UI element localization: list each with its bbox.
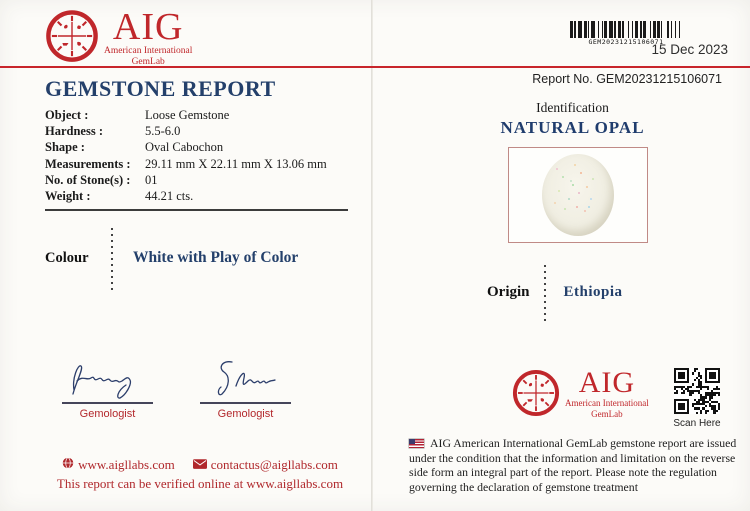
origin-section (487, 262, 623, 322)
scan-here-label: Scan Here (673, 418, 721, 429)
aig-acronym: AIG (112, 6, 184, 48)
disclaimer-text: AIG American International GemLab gemstone report are issued under the condition that the information and limitation on the reverse side form an integral part of the report. Please note the regulation governing the declaration of gemstone treatment (409, 436, 737, 494)
aig-subtitle-line2: GemLab (591, 408, 623, 419)
field-label: Object : (45, 108, 89, 122)
aig-subtitle-line1: American International (104, 46, 193, 56)
signature-line (62, 402, 153, 404)
signature-block-1 (60, 356, 155, 420)
field-row (45, 107, 355, 123)
colour-section (45, 226, 298, 290)
aig-emblem-icon (511, 368, 561, 418)
origin-value: Ethiopia (563, 283, 623, 300)
barcode-bars (570, 21, 682, 38)
field-label: Measurements : (45, 156, 131, 171)
section-divider (45, 209, 348, 211)
origin-label: Origin (487, 283, 530, 300)
identification-value: NATURAL OPAL (500, 118, 645, 137)
field-row (45, 172, 355, 188)
colour-value: White with Play of Color (133, 249, 299, 266)
signature-block-2 (198, 356, 293, 420)
aig-logo-top (44, 8, 192, 69)
field-row (45, 123, 355, 139)
opal-stone-image (542, 154, 614, 236)
field-label: Weight : (45, 189, 91, 204)
field-label: Shape : (45, 140, 85, 155)
report-date: 15 Dec 2023 (651, 42, 728, 57)
us-flag-icon (409, 439, 424, 448)
field-row (45, 188, 355, 204)
aig-acronym: AIG (578, 366, 636, 399)
footer-contact (30, 457, 370, 492)
field-value: 01 (145, 172, 158, 187)
aig-subtitle-line2: GemLab (131, 57, 165, 68)
identification-section (420, 100, 725, 138)
gemstone-fields-table (45, 107, 355, 204)
verify-online-text: This report can be verified online at www.aigllabs.com (56, 476, 344, 491)
disclaimer (409, 436, 742, 494)
field-row (45, 139, 355, 155)
qr-code-block (671, 368, 723, 429)
gemologist-label-1: Gemologist (79, 407, 136, 420)
field-value: Oval Cabochon (145, 140, 224, 155)
play-of-color-speckles (572, 184, 574, 186)
gemstone-photo (508, 147, 648, 243)
globe-icon (62, 457, 74, 473)
colour-label: Colour (45, 249, 89, 266)
website-text: www.aigllabs.com (78, 457, 175, 472)
signature-1-icon (64, 356, 152, 400)
fold-line (371, 0, 373, 511)
signature-2-icon (202, 356, 290, 400)
field-label: Hardness : (45, 124, 103, 139)
page-title: GEMSTONE REPORT (45, 76, 276, 101)
field-value: 29.11 mm X 22.11 mm X 13.06 mm (145, 156, 327, 171)
aig-subtitle-line1: American International (565, 398, 649, 408)
signature-line (200, 402, 291, 404)
field-value: Loose Gemstone (145, 108, 230, 122)
field-value: 44.21 cts. (145, 189, 194, 204)
gemologist-label-2: Gemologist (217, 407, 274, 420)
email-icon (193, 457, 207, 473)
email-text: contactus@aigllabs.com (210, 457, 338, 472)
report-number: Report No. GEM20231215106071 (532, 72, 722, 86)
aig-logo-bottom (511, 368, 649, 420)
field-label: No. of Stone(s) : (45, 172, 131, 187)
dotted-separator (544, 263, 546, 321)
qr-code-icon (674, 368, 720, 414)
aig-emblem-icon (44, 8, 100, 64)
field-row (45, 156, 355, 172)
field-value: 5.5-6.0 (145, 124, 181, 139)
dotted-separator (111, 226, 113, 290)
barcode-number: GEM20231215106071 (588, 38, 664, 46)
identification-label: Identification (536, 100, 609, 115)
